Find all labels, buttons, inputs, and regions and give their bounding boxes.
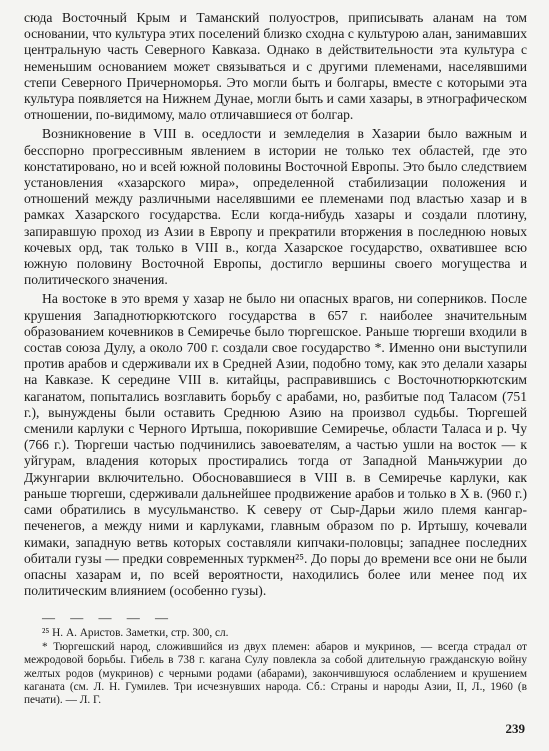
footnote-25: ²⁵ Н. А. Аристов. Заметки, стр. 300, сл. — [42, 627, 229, 640]
footnote-asterisk: * Тюргешский народ, сложившийся из двух племен: абаров и мукринов, — всегда страдал от межродовой борьбы. Гибель в 738 г. кагана Сулу повлекла за собой длительную гражданскую войну желтых родов (мукринов) с черными родами (абарами), закончившуюся ослаблением и крушением каганата (см. Л. Н. Гумилев. Три исчезнувших народа. Сб.: Страны и народы Азии, II, Л., 1960 (в печати). — Л. Г. — [24, 640, 527, 707]
page-number: 239 — [505, 721, 525, 736]
main-text — [24, 10, 527, 599]
paragraph-khazaria-settlement: Возникновение в VIII в. оседлости и земледелия в Хазарии было важным и бесспорно прогрессивным явлением в истории не только тех областей, где это констатировано, но и всей южной половины Восточной Европы. Это было следствием установления «хазарского мира», определенной стабилизации положения и отношений между различными населявшими ее племенами под властью хазар и в рамках Хазарского государства. Если когда-нибудь хазары и создали плотину, запиравшую проход из Азии в Европу и прекратили вторжения в последнюю новых кочевых орд, так только в VIII в., когда Хазарское государство, охватившее всю южную половину Восточной Европы, достигло вершины своего могущества и политического значения. — [24, 126, 527, 288]
footnote-divider: — — — — — — [42, 610, 174, 626]
footnotes — [24, 627, 527, 707]
paragraph-continuation: сюда Восточный Крым и Таманский полуостров, приписывать аланам на том основании, что культура этих поселений близко сходна с культурою алан, занимавших центральную часть Северного Кавказа. Однако в действительности эта культура с неменьшим основанием может связываться и с другими племенами, населявшими степи Северного Причерноморья. Это могли быть и болгары, вместе с которыми эта культура появляется на Нижнем Дунае, могли быть и сами хазары, в этнографическом отношении, по-видимому, мало отличавшиеся от болгар. — [24, 10, 527, 123]
paragraph-east-turgesh: На востоке в это время у хазар не было ни опасных врагов, ни соперников. После крушения Западнотюркютского государства в 657 г. наиболее значительным образованием кочевников в Семиречье было тюргешское. Раньше тюргеши входили в состав союза Дулу, а около 700 г. создали свое государство *. Именно они выступили против арабов и сдерживали их в Средней Азии, подобно тому, как это делали хазары на Кавказе. К середине VIII в. китайцы, расправившись с Восточнотюркютским каганатом, попытались возглавить борьбу с арабами, но, разбитые под Таласом (751 г.), вынуждены были оставить Среднюю Азию на произвол судьбы. Тюргешей сменили карлуки с Черного Иртыша, покорившие Семиречье, области Таласа и р. Чу (766 г.). Тюргеши частью подчинились завоевателям, а частью ушли на восток — к уйгурам, владения которых простирались тогда от Западной Маньчжурии до Джунгарии включительно. Обосновавшиеся в VIII в. в Семиречье карлуки, как раньше тюргеши, сдерживали дальнейшее продвижение арабов и только в X в. (960 г.) сами обратились в мусульманство. К северу от Сыр-Дарьи жило племя кангар-печенегов, а между ними и карлуками, главным образом по р. Иртышу, кочевали кимаки, западную ветвь которых составляли кипчаки-половцы; западнее последних обитали гузы — предки современных туркмен²⁵. До поры до времени все они не были опасны хазарам и, по всей вероятности, находились более или менее под их политическим влиянием (особенно гузы). — [24, 291, 527, 599]
